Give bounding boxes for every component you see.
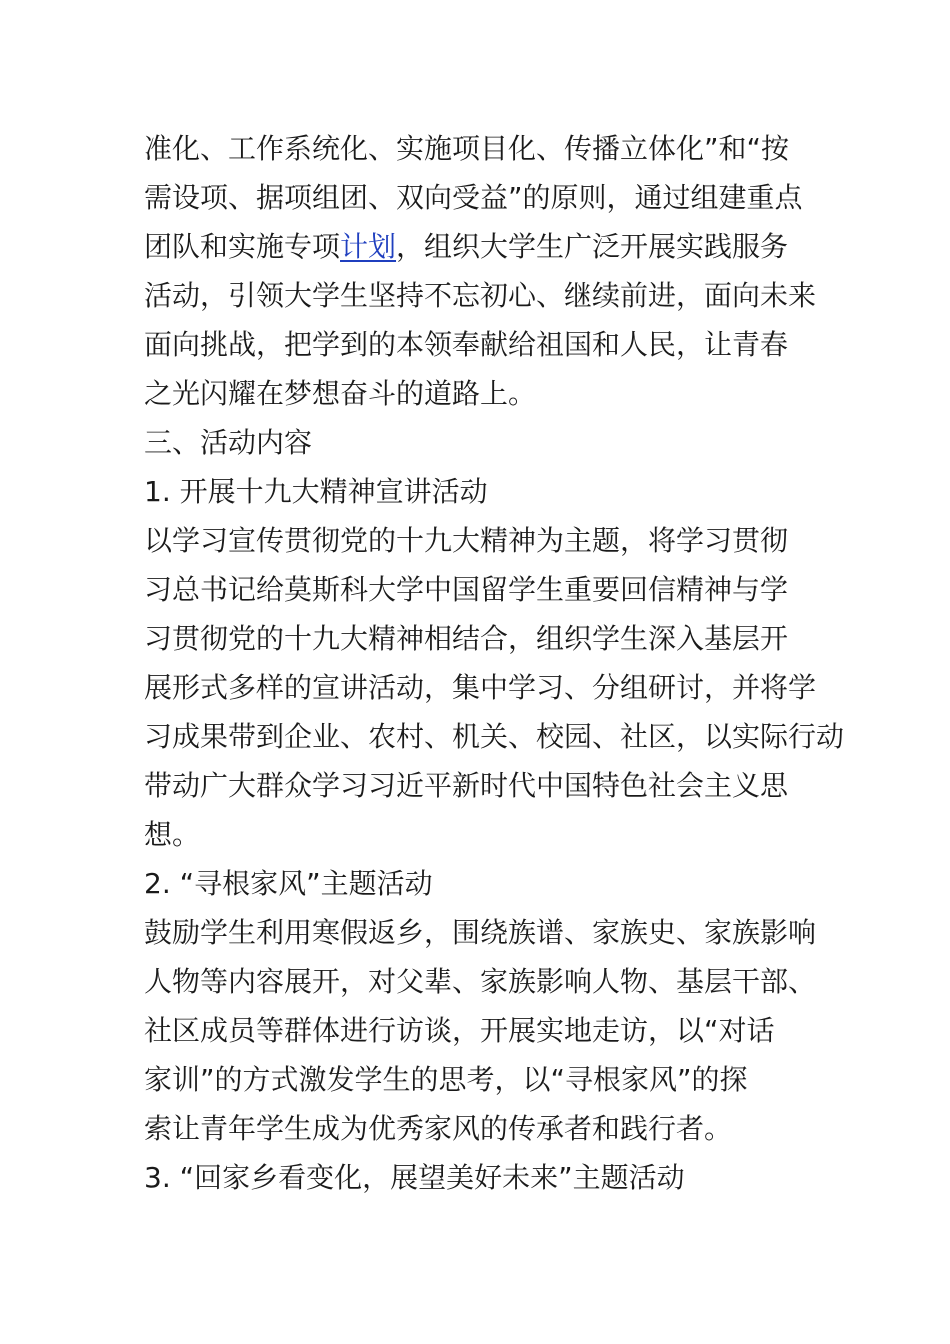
item-title: 2. “寻根家风”主题活动 <box>144 867 433 900</box>
intro-line: 活动，引领大学生坚持不忘初心、继续前进，面向未来 <box>144 279 817 312</box>
intro-line: 准化、工作系统化、实施项目化、传播立体化”和“按 <box>144 132 790 165</box>
intro-text: 团队和实施专项 <box>144 230 341 263</box>
intro-line: 之光闪耀在梦想奋斗的道路上。 <box>144 377 537 410</box>
intro-line <box>144 222 814 271</box>
item-title: 1. 开展十九大精神宣讲活动 <box>144 475 488 508</box>
intro-line: 需设项、据项组团、双向受益”的原则，通过组建重点 <box>144 181 803 214</box>
item-paragraph <box>144 516 845 859</box>
item-line: 人物等内容展开，对父辈、家族影响人物、基层干部、 <box>144 965 817 998</box>
plan-link[interactable]: 计划 <box>340 230 397 263</box>
item-line: 习总书记给莫斯科大学中国留学生重要回信精神与学 <box>144 573 789 606</box>
item-line: 想。 <box>144 818 201 851</box>
item-title: 3. “回家乡看变化，展望美好未来”主题活动 <box>144 1161 685 1194</box>
item-line: 以学习宣传贯彻党的十九大精神为主题，将学习贯彻 <box>144 524 789 557</box>
item-line: 习成果带到企业、农村、机关、校园、社区，以实际行动 <box>144 720 845 753</box>
intro-text: ，组织大学生广泛开展实践服务 <box>396 230 789 263</box>
item-line: 习贯彻党的十九大精神相结合，组织学生深入基层开 <box>144 622 789 655</box>
item-line: 社区成员等群体进行访谈，开展实地走访，以“对话 <box>144 1014 775 1047</box>
intro-paragraph <box>144 124 817 418</box>
item-line: 索让青年学生成为优秀家风的传承者和践行者。 <box>144 1112 733 1145</box>
document-body <box>144 124 845 1202</box>
item-paragraph <box>144 908 817 1153</box>
item-line: 带动广大群众学习习近平新时代中国特色社会主义思 <box>144 769 789 802</box>
intro-line: 面向挑战，把学到的本领奉献给祖国和人民，让青春 <box>144 328 789 361</box>
item-line: 家训”的方式激发学生的思考，以“寻根家风”的探 <box>144 1063 748 1096</box>
section-heading: 三、活动内容 <box>144 426 313 459</box>
item-line: 鼓励学生利用寒假返乡，围绕族谱、家族史、家族影响 <box>144 916 817 949</box>
item-line: 展形式多样的宣讲活动，集中学习、分组研讨，并将学 <box>144 671 817 704</box>
